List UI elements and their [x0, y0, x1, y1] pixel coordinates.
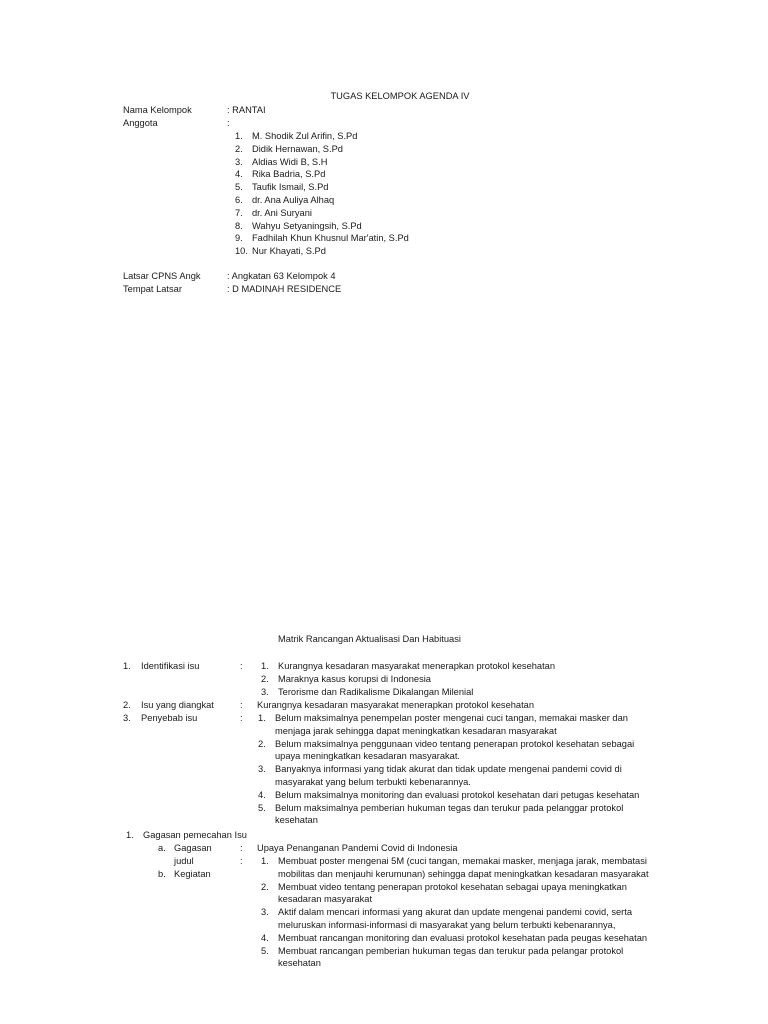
list-item-number: 3.: [235, 156, 243, 167]
list-item-number: 4.: [261, 932, 269, 943]
isu-diangkat-label: Isu yang diangkat: [141, 700, 214, 710]
list-item: [258, 763, 639, 789]
tempat-label: Tempat Latsar: [123, 284, 182, 294]
list-item: [261, 906, 649, 932]
list-item-number: 1.: [261, 661, 269, 671]
list-item-line: meluruskan informasi-informasi di masyarakat yang belum terbukti kebenarannya,: [278, 919, 616, 930]
judul-value: Upaya Penanganan Pandemi Covid di Indonesia: [257, 843, 458, 853]
list-item-text: Nur Khayati, S.Pd: [252, 246, 326, 257]
list-item-number: 3.: [261, 686, 269, 697]
list-item-line: upaya meningkatkan kesadaran masyarakat.: [275, 751, 461, 762]
document-title: TUGAS KELOMPOK AGENDA IV: [330, 91, 470, 101]
list-item: [235, 168, 409, 181]
list-item-line: Banyaknya informasi yang tidak akurat dan tidak update mengenai pandemi covid di: [275, 764, 622, 775]
list-item-line: Membuat video tentang penerapan protokol kesehatan sebagai upaya meningkatkan: [278, 881, 627, 892]
isu-diangkat-colon: :: [240, 700, 243, 710]
kegiatan-colon: :: [240, 856, 243, 866]
list-item: [258, 789, 640, 802]
judul-colon: :: [240, 843, 243, 853]
list-item: [258, 738, 639, 764]
list-item-number: 8.: [235, 220, 243, 231]
list-item: [261, 855, 649, 881]
list-item: [261, 932, 649, 945]
isu-diangkat-value: Kurangnya kesadaran masyarakat menerapkan protokol kesehatan: [257, 700, 535, 710]
kegiatan-letter: b.: [158, 869, 166, 879]
member-list: [235, 130, 409, 258]
list-item-line: menjaga jarak sehingga dapat meningkatkan kesadaran masyarakat: [275, 725, 557, 736]
list-item-text: M. Shodik Zul Arifin, S.Pd: [252, 131, 358, 141]
list-item-text: Terorisme dan Radikalisme Dikalangan Milenial: [278, 686, 474, 697]
list-item-text: Didik Hernawan, S.Pd: [252, 143, 343, 154]
list-item: [235, 194, 409, 207]
list-item-number: 1.: [235, 131, 243, 141]
list-item: [235, 181, 409, 194]
list-item: [261, 686, 555, 699]
tempat-value: : D MADINAH RESIDENCE: [227, 284, 342, 294]
list-item: [235, 143, 409, 156]
gagasan-label: Gagasan pemecahan Isu: [143, 830, 247, 840]
list-item: [235, 156, 409, 169]
list-item-number: 1.: [258, 713, 266, 723]
identifikasi-colon: :: [240, 661, 243, 671]
list-item-number: 3.: [258, 764, 266, 775]
list-item-line: Belum maksimalnya monitoring dan evaluasi protokol kesehatan dari petugas kesehatan: [275, 789, 640, 800]
list-item-text: Kurangnya kesadaran masyarakat menerapkan protokol kesehatan: [278, 661, 556, 671]
list-item-text: Wahyu Setyaningsih, S.Pd: [252, 220, 362, 231]
list-item: [235, 245, 409, 258]
list-item-number: 10.: [235, 246, 248, 257]
list-item-number: 2.: [261, 881, 269, 892]
kegiatan-list: [261, 855, 649, 970]
list-item: [258, 712, 639, 738]
list-item-number: 5.: [261, 945, 269, 956]
penyebab-num: 3.: [123, 713, 131, 723]
judul-letter: a.: [158, 843, 166, 853]
list-item-line: Belum maksimalnya penempelan poster mengenai cuci tangan, memakai masker dan: [275, 713, 628, 723]
matrix-title: Matrik Rancangan Aktualisasi Dan Habituasi: [278, 634, 461, 644]
list-item-text: Rika Badria, S.Pd: [252, 169, 326, 180]
list-item-line: kesehatan: [275, 815, 318, 826]
list-item-number: 5.: [235, 182, 243, 193]
list-item-line: Aktif dalam mencari informasi yang akurat dan update mengenai pandemi covid, serta: [278, 907, 632, 918]
list-item-line: Membuat rancangan monitoring dan evaluasi protokol kesehatan pada peugas kesehatan: [278, 932, 648, 943]
list-item-text: dr. Ani Suryani: [252, 207, 312, 218]
list-item-number: 3.: [261, 907, 269, 918]
anggota-label: Anggota: [123, 118, 158, 128]
gagasan-num: 1.: [126, 830, 134, 840]
identifikasi-num: 1.: [123, 661, 131, 671]
list-item: [235, 232, 409, 245]
list-item-line: masyarakat yang belum terbukti kebenarannya.: [275, 776, 471, 787]
list-item-line: Belum maksimalnya pemberian hukuman tegas dan terukur pada pelanggar protokol: [275, 802, 624, 813]
anggota-colon: :: [227, 118, 230, 128]
latsar-value: : Angkatan 63 Kelompok 4: [227, 271, 336, 281]
list-item-line: kesehatan: [278, 958, 321, 969]
identifikasi-list: [261, 660, 556, 698]
list-item-text: Fadhilah Khun Khusnul Mar'atin, S.Pd: [252, 233, 409, 244]
list-item-text: Taufik Ismail, S.Pd: [252, 182, 329, 193]
list-item: [235, 220, 409, 233]
list-item-line: Membuat rancangan pemberian hukuman tegas dan terukur pada pelangar protokol: [278, 945, 624, 956]
list-item-line: Belum maksimalnya penggunaan video tentang penerapan protokol kesehatan sebagai: [275, 738, 635, 749]
list-item-number: 4.: [235, 169, 243, 180]
kegiatan-label: Kegiatan: [174, 869, 211, 879]
judul-label-line2: judul: [174, 856, 194, 866]
list-item: [261, 881, 649, 907]
list-item-number: 2.: [235, 143, 243, 154]
penyebab-colon: :: [240, 713, 243, 723]
list-item-number: 6.: [235, 194, 243, 205]
latsar-label: Latsar CPNS Angk: [123, 271, 201, 281]
list-item-number: 4.: [258, 789, 266, 800]
list-item: [258, 802, 639, 828]
nama-kelompok-label: Nama Kelompok: [123, 105, 192, 115]
list-item-text: Maraknya kasus korupsi di Indonesia: [278, 673, 431, 684]
nama-kelompok-value: : RANTAI: [227, 105, 266, 115]
list-item-line: Membuat poster mengenai 5M (cuci tangan, memakai masker, menjaga jarak, membatasi: [278, 856, 647, 866]
penyebab-label: Penyebab isu: [141, 713, 198, 723]
judul-label-line1: Gagasan: [174, 843, 212, 853]
list-item-number: 1.: [261, 856, 269, 866]
list-item-line: mobilitas dan menjauhi kerumunan) sehingga dapat meningkatkan kesadaran masyarakat: [278, 868, 649, 879]
list-item-text: dr. Ana Auliya Alhaq: [252, 194, 335, 205]
list-item: [261, 673, 555, 686]
identifikasi-label: Identifikasi isu: [141, 661, 200, 671]
penyebab-list: [258, 712, 640, 827]
isu-diangkat-num: 2.: [123, 700, 131, 710]
list-item-number: 5.: [258, 802, 266, 813]
list-item-number: 2.: [261, 673, 269, 684]
list-item: [261, 660, 556, 673]
list-item-text: Aldias Widi B, S.H: [252, 156, 328, 167]
list-item: [261, 945, 649, 971]
list-item: [235, 207, 409, 220]
list-item: [235, 130, 409, 143]
list-item-number: 9.: [235, 233, 243, 244]
list-item-number: 2.: [258, 738, 266, 749]
list-item-number: 7.: [235, 207, 243, 218]
list-item-line: kesadaran masyarakat: [278, 894, 373, 905]
